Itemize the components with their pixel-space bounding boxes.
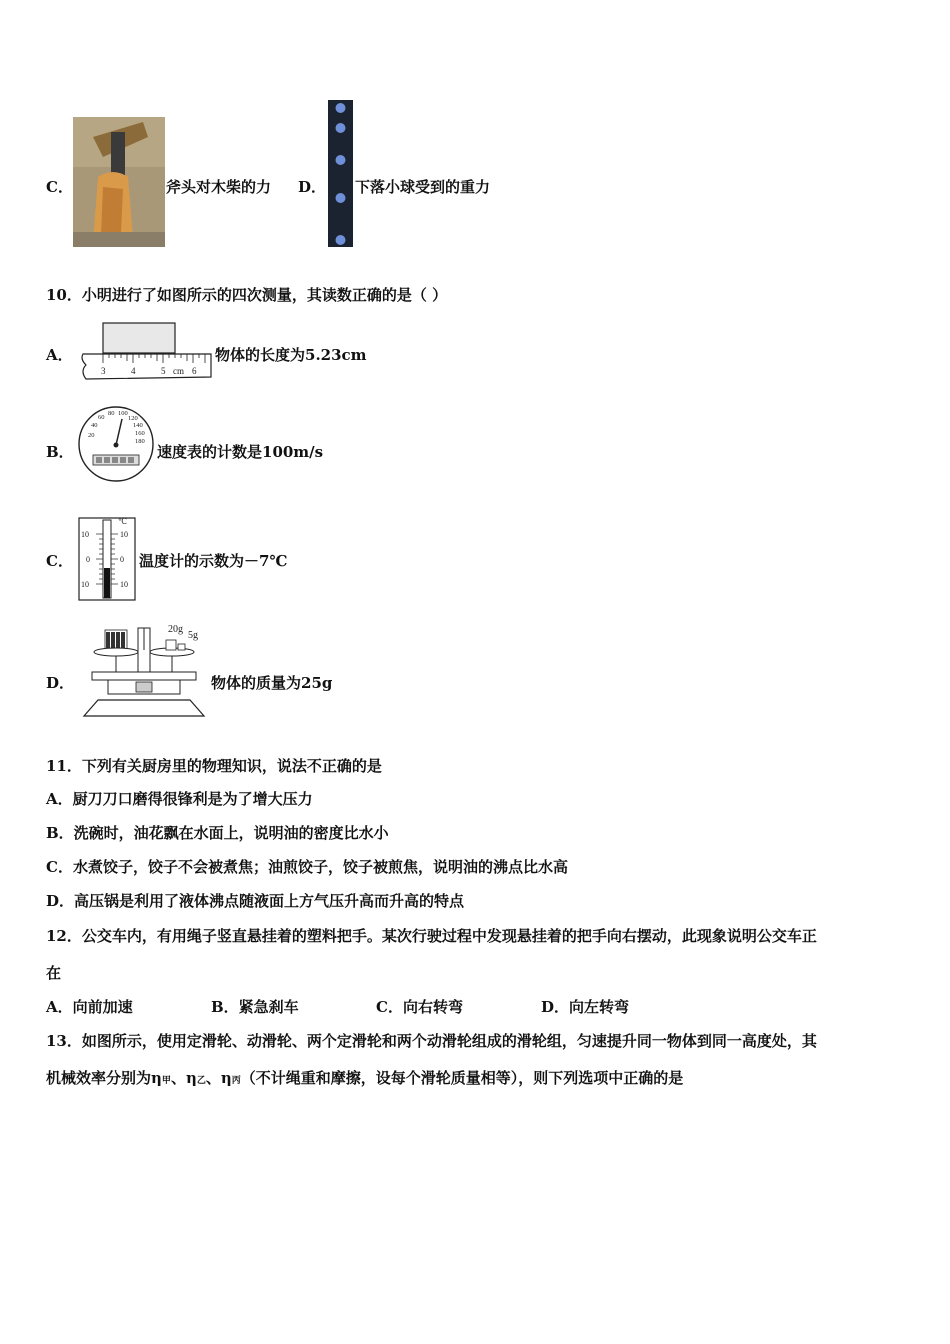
q10-option-b-text: 速度表的计数是100m/s [157, 443, 324, 461]
ruler-label: cm [173, 366, 184, 376]
q10-option-d-text: 物体的质量为25g [211, 674, 333, 692]
q13-stem-line1: 13．如图所示，使用定滑轮、动滑轮、两个定滑轮和两个动滑轮组成的滑轮组，匀速提升同一物体到同一高度处，其 [46, 1032, 817, 1050]
ruler-label: 5 [161, 366, 166, 376]
axe-wood-image [73, 117, 165, 247]
weight-label: 20g [168, 624, 183, 635]
ruler-label: 3 [101, 366, 106, 376]
q10-option-a-label: A． [46, 346, 73, 364]
option-d-label: D． [298, 178, 327, 196]
q11-option-a: A．厨刀刀口磨得很锋利是为了增大压力 [46, 790, 313, 808]
option-d-text: 下落小球受到的重力 [355, 178, 491, 196]
q11-option-d: D．高压锅是利用了液体沸点随液面上方气压升高而升高的特点 [46, 892, 465, 910]
q10-option-a-text: 物体的长度为5.23cm [215, 346, 367, 364]
thermo-label: 0 [120, 555, 124, 564]
dial-label: 120 [128, 415, 138, 422]
q12-stem-line1: 12．公交车内，有用绳子竖直悬挂着的塑料把手。某次行驶过程中发现悬挂着的把手向右摆动，此现象说明公交车正 [46, 927, 817, 945]
thermo-label: 10 [81, 580, 89, 589]
q12-option-a: A．向前加速 [46, 998, 133, 1016]
q11-option-c: C．水煮饺子，饺子不会被煮焦；油煎饺子，饺子被煎焦，说明油的沸点比水高 [46, 858, 568, 876]
q11-stem: 11．下列有关厨房里的物理知识，说法不正确的是 [46, 757, 382, 775]
dial-label: 60 [98, 414, 105, 421]
q12-stem-line2: 在 [46, 964, 62, 982]
q10-option-d-label: D． [46, 674, 75, 692]
thermo-label: 0 [86, 555, 90, 564]
dial-label: 100 [118, 410, 128, 417]
q11-option-b: B．洗碗时，油花飘在水面上，说明油的密度比水小 [46, 824, 389, 842]
q12-option-b: B．紧急刹车 [211, 998, 299, 1016]
thermo-label: 10 [120, 530, 128, 539]
q13-stem-line2: 机械效率分别为η甲、η乙、η丙（不计绳重和摩擦，设每个滑轮质量相等），则下列选项中正确的是 [46, 1069, 684, 1087]
ruler-label: 4 [131, 366, 136, 376]
ruler-label: 6 [192, 366, 197, 376]
speedometer-figure [76, 405, 156, 483]
option-c-label: C． [46, 178, 73, 196]
option-c-text: 斧头对木柴的力 [166, 178, 272, 196]
thermo-unit: ℃ [118, 517, 127, 526]
q10-option-c-label: C． [46, 552, 73, 570]
dial-label: 140 [133, 422, 143, 429]
thermometer-figure [78, 514, 136, 602]
q12-option-d: D．向左转弯 [541, 998, 630, 1016]
thermo-label: 10 [81, 530, 89, 539]
dial-label: 20 [88, 432, 95, 439]
dial-label: 160 [135, 430, 145, 437]
weight-label: 5g [188, 630, 198, 641]
balance-figure [78, 620, 208, 720]
ruler-figure [78, 321, 214, 383]
dial-label: 80 [108, 410, 115, 417]
thermo-label: 10 [120, 580, 128, 589]
q12-option-c: C．向右转弯 [376, 998, 463, 1016]
q10-option-c-text: 温度计的示数为－7℃ [139, 552, 288, 570]
falling-ball-image [328, 100, 353, 247]
dial-label: 180 [135, 438, 145, 445]
q10-option-b-label: B． [46, 443, 74, 461]
q10-stem: 10．小明进行了如图所示的四次测量，其读数正确的是（ ） [46, 286, 448, 304]
dial-label: 40 [91, 422, 98, 429]
